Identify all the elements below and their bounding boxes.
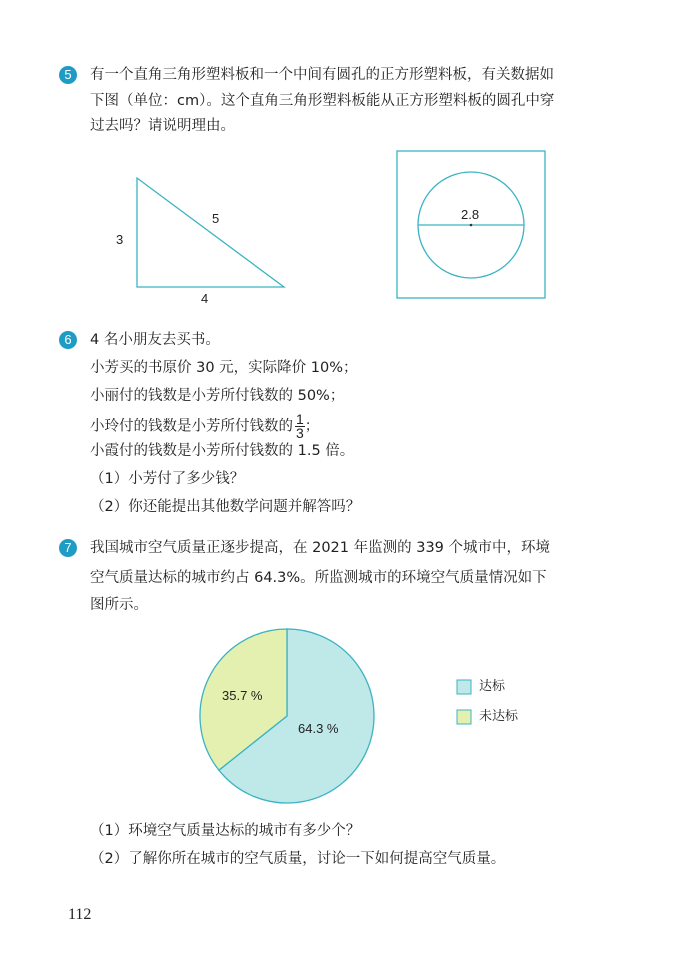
circle-diameter-label: 2.8 bbox=[461, 207, 480, 222]
q5-line-3: 过去吗？请说明理由。 bbox=[90, 118, 235, 134]
legend-label-fail: 未达标 bbox=[479, 709, 519, 724]
q6-line-1: 4 名小朋友去买书。 bbox=[90, 332, 220, 348]
center-dot bbox=[470, 224, 473, 227]
slice-label-pass: 64.3 % bbox=[298, 721, 339, 736]
q7-sub-2: （2）了解你所在城市的空气质量，讨论一下如何提高空气质量。 bbox=[90, 851, 506, 867]
q5-line-1: 有一个直角三角形塑料板和一个中间有圆孔的正方形塑料板，有关数据如 bbox=[90, 67, 554, 83]
suffix: ； bbox=[304, 418, 320, 435]
slice-label-fail: 35.7 % bbox=[222, 688, 263, 703]
q7-line-3: 图所示。 bbox=[90, 597, 148, 613]
right-triangle bbox=[137, 178, 284, 287]
q6-line-3: 小丽付的钱数是小芳所付钱数的 50%； bbox=[90, 388, 345, 404]
pie-chart bbox=[200, 629, 374, 803]
question-number-6: 6 bbox=[59, 331, 77, 349]
fraction-one-third bbox=[295, 413, 305, 440]
triangle-side-4: 4 bbox=[201, 291, 209, 306]
legend-label-pass: 达标 bbox=[479, 679, 506, 694]
q6-line-2: 小芳买的书原价 30 元，实际降价 10%； bbox=[90, 360, 358, 376]
q7-line-2: 空气质量达标的城市约占 64.3%。所监测城市的环境空气质量情况如下 bbox=[90, 570, 547, 586]
denominator: 3 bbox=[296, 425, 304, 441]
q7-sub-1: （1）环境空气质量达标的城市有多少个？ bbox=[90, 823, 361, 839]
q6-line-4-text: 小玲付的钱数是小芳所付钱数的 bbox=[90, 418, 293, 435]
q6-sub-1: （1）小芳付了多少钱？ bbox=[90, 471, 245, 487]
q5-line-2: 下图（单位：cm）。这个直角三角形塑料板能从正方形塑料板的圆孔中穿 bbox=[90, 93, 555, 109]
question-number-5: 5 bbox=[59, 66, 77, 84]
q6-line-4 bbox=[90, 413, 319, 440]
legend-swatch-fail bbox=[457, 710, 471, 724]
numerator: 1 bbox=[296, 411, 304, 427]
legend-swatch-pass bbox=[457, 680, 471, 694]
q6-sub-2: （2）你还能提出其他数学问题并解答吗？ bbox=[90, 499, 361, 515]
page-number: 112 bbox=[68, 906, 92, 923]
q6-line-5: 小霞付的钱数是小芳所付钱数的 1.5 倍。 bbox=[90, 443, 355, 459]
triangle-hypotenuse-5: 5 bbox=[212, 211, 220, 226]
question-number-7: 7 bbox=[59, 539, 77, 557]
q7-line-1: 我国城市空气质量正逐步提高，在 2021 年监测的 339 个城市中，环境 bbox=[90, 540, 551, 556]
triangle-side-3: 3 bbox=[116, 232, 124, 247]
